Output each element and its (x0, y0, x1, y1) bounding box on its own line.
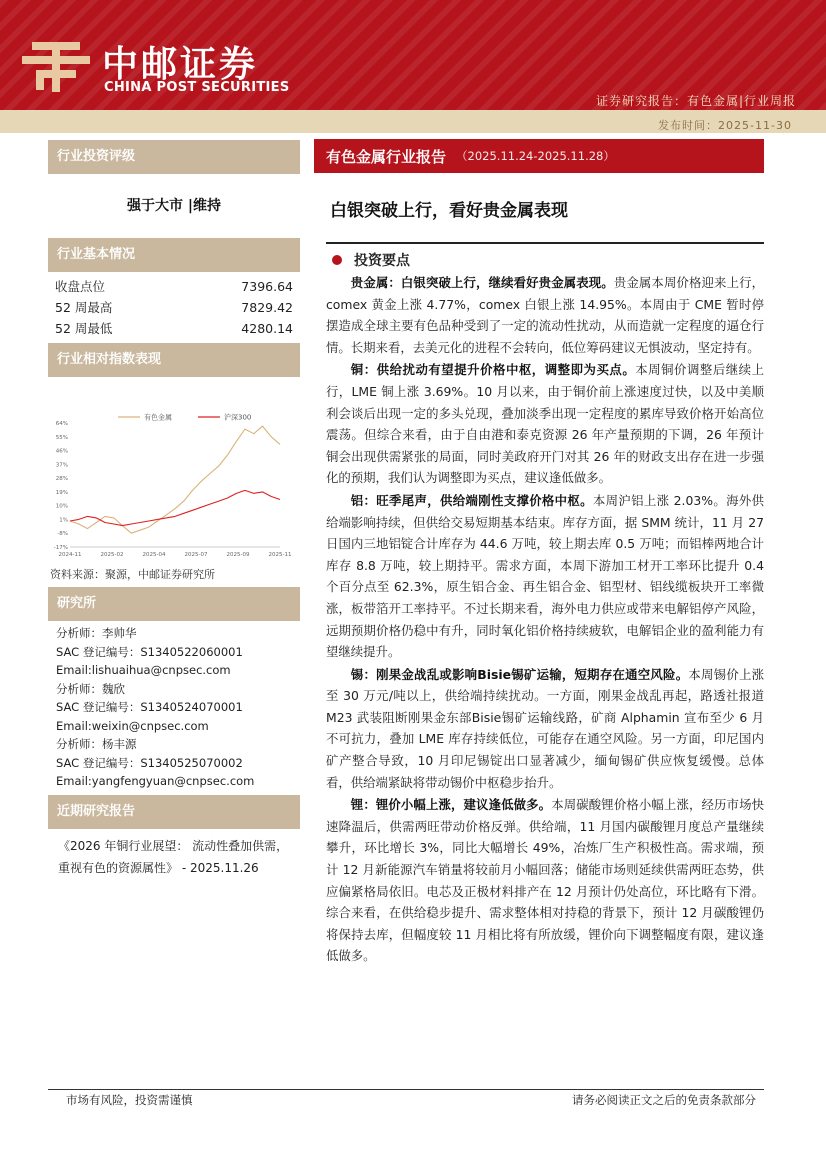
paragraph-lead: 铝：旺季尾声，供给端刚性支撑价格中枢。 (350, 492, 593, 508)
y-tick-label: 19% (55, 489, 68, 496)
paragraph-text: 本周碳酸锂价格小幅上涨，经历市场快速降温后，供需两旺带动价格反弹。供给端，11 月国内碳酸锂月度总产量继续攀升，环比增长 3%，同比大幅增长 49%，冶炼厂生产积极性高。需求端，预计 12 月新能源汽车销量将较前月小幅回落；储能市场则延续供需两旺态势，供应偏紧格局依旧。电芯及正极材料排产在 12 月预计仍处高位，环比略有下滑。综合来看，在供给稳步提升、需求整体相对持稳的背景下，预计 12 月碳酸锂仍将保持去库，但幅度较 11 月相比将有所放缓，锂价向下调整幅度有限，建议逢低做多。 (326, 797, 764, 964)
investment-points-title: 投资要点 (354, 253, 410, 269)
investment-points-heading (314, 250, 764, 270)
analyst-email[interactable]: Email:weixin@cnpsec.com (56, 718, 209, 733)
y-tick-label: -17% (53, 545, 68, 551)
paragraph-text: 贵金属本周价格迎来上行，comex 黄金上涨 4.77%，comex 白银上涨 14.95%。本周由于 CME 暂时停摆造成全球主要有色品种受到了一定的流动性扰动，从而造就一定程度的逼仓行情。长期来看，去美元化的进程不会转向，低位筹码建议无惧波动，坚定持有。 (326, 275, 765, 355)
industry-rating: 强于大市 |维持 (127, 198, 221, 214)
publish-date: 发布时间：2025-11-30 (658, 119, 792, 132)
y-tick-label: 28% (55, 476, 68, 483)
y-tick-label: 46% (55, 448, 68, 455)
logo-english-name: CHINA POST SECURITIES (104, 80, 290, 95)
series-line (70, 426, 280, 533)
y-tick-label: 64% (55, 421, 68, 427)
report-title: 有色金属行业报告 (326, 147, 447, 166)
paragraph-text: 本周铜价调整后继续上行，LME 铜上涨 3.69%。10 月以来，由于铜价前上涨速度过快，以及中美顺利会谈后出现一定的多头兑现，叠加淡季出现一定程度的累库导致价格开始高位震荡。但综合来看，由于自由港和泰克资源 26 年产量预期的下调，26 年预计铜会出现供需紧张的局面，同时美政府开门对其 26 年的财政支出存在进一步强化的预期，我们认为调整即为买点，建议逢低做多。 (326, 362, 765, 486)
paragraph-precious-metals (326, 272, 764, 358)
basics-label: 52 周最高 (55, 300, 113, 315)
china-post-logo-icon (22, 38, 90, 94)
paragraph-lead: 贵金属：白银突破上行，继续看好贵金属表现。 (350, 275, 614, 290)
headline-divider (326, 242, 764, 244)
paragraph-lead: 锡：刚果金战乱或影响Bisie锡矿运输，短期存在通空风险。 (350, 666, 689, 682)
main-content (314, 139, 764, 968)
research-section-title: 研究所 (48, 587, 300, 621)
analyst-line: 分析师：李帅华 (56, 626, 137, 640)
basics-row (48, 276, 300, 297)
legend-label: 沪深300 (224, 413, 252, 422)
analyst-email[interactable]: Email:yangfengyuan@cnpsec.com (56, 774, 255, 788)
x-tick-label: 2024-11 (58, 552, 82, 558)
paragraph-copper (326, 359, 764, 489)
report-headline: 白银突破上行，看好贵金属表现 (330, 201, 568, 221)
x-tick-label: 2025-04 (142, 552, 166, 558)
recent-report-link[interactable]: 《2026 年铜行业展望： 流动性叠加供需，重视有色的资源属性》 - 2025.11.26 (58, 838, 289, 875)
chart-source: 资料来源：聚源，中邮证券研究所 (50, 568, 215, 581)
basics-value: 7396.64 (241, 279, 293, 294)
footer-divider (48, 1089, 764, 1090)
analyst-line: SAC 登记编号：S1340524070001 (56, 700, 243, 714)
y-tick-label: -8% (57, 531, 68, 538)
performance-chart-svg (48, 377, 300, 563)
performance-section-title: 行业相对指数表现 (48, 343, 300, 377)
paragraph-lead: 锂：锂价小幅上涨，建议逢低做多。 (350, 797, 552, 813)
basics-label: 收盘点位 (55, 279, 106, 294)
analyst-line: 分析师：魏欣 (56, 681, 125, 696)
analyst-line: 分析师：杨丰源 (56, 737, 137, 751)
sidebar (48, 140, 300, 879)
analyst-list (48, 621, 300, 791)
footer-risk-notice: 市场有风险，投资需谨慎 (66, 1093, 193, 1107)
report-type: 证券研究报告：有色金属|行业周报 (595, 94, 796, 108)
paragraph-aluminum (326, 490, 764, 663)
x-tick-label: 2025-11 (268, 552, 292, 558)
basics-row (48, 297, 300, 318)
y-tick-label: 37% (55, 462, 68, 469)
analyst-line: SAC 登记编号：S1340525070002 (56, 755, 243, 770)
basics-value: 7829.42 (241, 300, 293, 315)
report-date-range: （2025.11.24-2025.11.28） (456, 149, 615, 163)
x-tick-label: 2025-07 (184, 552, 208, 558)
rating-section-title: 行业投资评级 (48, 140, 300, 174)
basics-section-title: 行业基本情况 (48, 238, 300, 272)
report-title-bar (314, 139, 764, 173)
y-tick-label: 10% (55, 503, 68, 510)
basics-row (48, 318, 300, 339)
paragraph-text: 本周锡价上涨至 30 万元/吨以上，供给端持续扰动。一方面，刚果金战乱再起，路透社报道 M23 武装阻断刚果金东部Bisie锡矿运输线路，矿商 Alphamin 宣布至少 6 月不可抗力，叠加 LME 库存持续低位，可能存在通空风险。另一方面，印尼国内矿产整合导致，10 月印尼锡锭出口显著减少，缅甸锡矿供应恢复缓慢。总体看，供给端紧缺将带动锡价中枢稳步抬升。 (326, 666, 765, 790)
analyst-email[interactable]: Email:lishuaihua@cnpsec.com (56, 663, 231, 677)
report-header (0, 0, 826, 133)
paragraph-lead: 铜：供给扰动有望提升价格中枢，调整即为买点。 (350, 362, 636, 378)
paragraph-lithium (326, 794, 764, 967)
analyst-line: SAC 登记编号：S1340522060001 (56, 644, 243, 659)
x-tick-label: 2025-09 (226, 552, 250, 558)
basics-value: 4280.14 (241, 321, 293, 336)
investment-points-body (314, 272, 764, 967)
y-tick-label: 55% (55, 434, 68, 441)
relative-performance-chart (48, 377, 300, 563)
paragraph-tin (326, 664, 764, 794)
legend-label: 有色金属 (144, 413, 172, 422)
y-tick-label: 1% (59, 517, 68, 524)
footer-disclaimer-notice: 请务必阅读正文之后的免责条款部分 (572, 1093, 756, 1107)
recent-reports-section-title: 近期研究报告 (48, 795, 300, 829)
logo-chinese-name: 中邮证券 (102, 44, 259, 85)
x-tick-label: 2025-02 (100, 552, 124, 558)
bullet-dot-icon (332, 255, 342, 265)
basics-label: 52 周最低 (55, 321, 113, 336)
paragraph-text: 本周沪铝上涨 2.03%。海外供给端影响持续，但供给交易短期基本结束。库存方面，据 SMM 统计，11 月 27 日国内三地铝锭合计库存为 44.6 万吨，较上期去库 0.5 万吨；而铝棒两地合计库存 8.8 万吨，较上期持平。需求方面，本周下游加工材开工率环比提升 0.4 个百分点至 62.3%，原生铝合金、再生铝合金、铝型材、铝线缆板块开工率微涨，板带箔开工率持平。不过长期来看，海外电力供应或带来电解铝停产风险，远期预期价格仍稳中有升，同时氧化铝价格持续疲软，电解铝企业的盈利能力有望继续提升。 (326, 492, 765, 660)
